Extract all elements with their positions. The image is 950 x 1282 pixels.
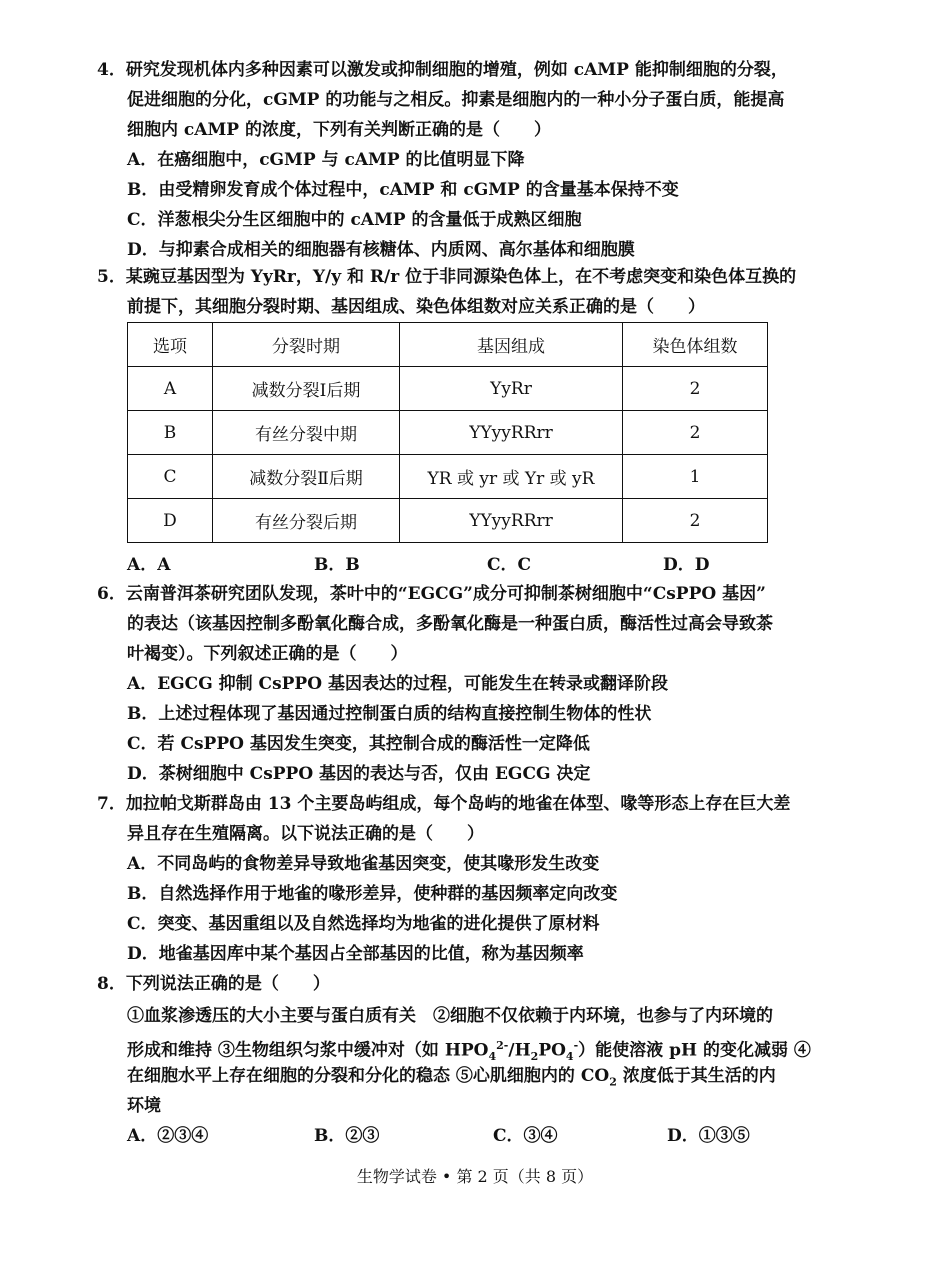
q5-option-a: A．A [127,555,171,575]
q5-table [127,322,768,543]
q6-stem-line-1 [97,579,766,609]
q4-option-b: B．由受精卵发育成个体过程中，cAMP 和 cGMP 的含量基本保持不变 [127,180,679,200]
q5-stem-1: 某豌豆基因型为 YyRr，Y/y 和 R/r 位于非同源染色体上，在不考虑突变和染色体互换的 [125,267,797,287]
q5-option-c: C．C [487,555,532,575]
table-cell: 有丝分裂后期 [213,499,400,543]
table-cell: 2 [623,411,768,455]
q4-stem-2: 促进细胞的分化，cGMP 的功能与之相反。抑素是细胞内的一种小分子蛋白质，能提高 [127,90,785,110]
q8-stem: 下列说法正确的是（ ） [125,974,330,994]
table-cell: C [128,455,213,499]
q8-body-2b: /H [508,1040,531,1061]
q6-stem-1: 云南普洱茶研究团队发现，茶叶中的“EGCG”成分可抑制茶树细胞中“CsPPO 基因” [125,584,766,604]
q8-number: 8． [97,974,126,994]
q8-sub-2: 4 [565,1050,574,1064]
table-cell: 2 [623,367,768,411]
q4-option-d: D．与抑素合成相关的细胞器有核糖体、内质网、高尔基体和细胞膜 [127,240,635,260]
q6-option-d: D．茶树细胞中 CsPPO 基因的表达与否，仅由 EGCG 决定 [127,764,591,784]
table-cell: 减数分裂Ⅱ后期 [213,455,400,499]
table-cell: 有丝分裂中期 [213,411,400,455]
table-cell: A [128,367,213,411]
q6-option-b: B．上述过程体现了基因通过控制蛋白质的结构直接控制生物体的性状 [127,704,652,724]
q8-body-3a: 在细胞水平上存在细胞的分裂和分化的稳态 ⑤心肌细胞内的 CO [127,1066,610,1086]
q5-option-b: B．B [314,555,360,575]
table-cell: YR 或 yr 或 Yr 或 yR [400,455,623,499]
q7-stem-2: 异且存在生殖隔离。以下说法正确的是（ ） [127,824,484,844]
q8-option-a: A．②③④ [127,1126,209,1146]
table-header-cell: 选项 [128,323,213,367]
q7-number: 7． [97,794,126,814]
q5-option-d: D．D [663,555,710,575]
q8-body-2a: 形成和维持 ③生物组织匀浆中缓冲对（如 HPO [127,1040,489,1061]
table-cell: 2 [623,499,768,543]
q8-body-2d: ）能使溶液 pH 的变化减弱 ④ [578,1040,811,1061]
q7-option-a: A．不同岛屿的食物差异导致地雀基因突变，使其喙形发生改变 [127,854,600,874]
q4-stem-line-1 [97,55,788,85]
table-row [128,499,768,543]
q8-sub-1: 2 [530,1050,539,1064]
q8-body-3b: 浓度低于其生活的内 [616,1066,776,1086]
q8-body-3 [127,1061,776,1097]
table-header-row [128,323,768,367]
q7-option-c: C．突变、基因重组以及自然选择均为地雀的进化提供了原材料 [127,914,600,934]
table-cell: YYyyRRrr [400,499,623,543]
q8-option-c: C．③④ [493,1126,558,1146]
q6-number: 6． [97,584,126,604]
q6-stem-3: 叶褐变）。下列叙述正确的是（ ） [127,644,408,664]
q8-sup-2: - [573,1039,579,1052]
q8-sub-co2: 2 [609,1075,617,1089]
q7-option-b: B．自然选择作用于地雀的喙形差异，使种群的基因频率定向改变 [127,884,618,904]
table-cell: B [128,411,213,455]
q8-sub-hpo: 4 [488,1050,497,1064]
q4-option-a: A．在癌细胞中，cGMP 与 cAMP 的比值明显下降 [127,150,525,170]
q6-option-c: C．若 CsPPO 基因发生突变，其控制合成的酶活性一定降低 [127,734,590,754]
q5-number: 5． [97,267,126,287]
table-cell: 减数分裂Ⅰ后期 [213,367,400,411]
q5-stem-line-1 [97,262,796,292]
q8-body-1: ①血浆渗透压的大小主要与蛋白质有关 ②细胞不仅依赖于内环境，也参与了内环境的 [127,1006,773,1026]
q8-option-d: D．①③⑤ [667,1126,750,1146]
table-cell: YYyyRRrr [400,411,623,455]
q8-body-2c: PO [538,1040,566,1061]
q4-stem-3: 细胞内 cAMP 的浓度，下列有关判断正确的是（ ） [127,120,551,140]
q5-stem-2: 前提下，其细胞分裂时期、基因组成、染色体组数对应关系正确的是（ ） [127,297,705,317]
q7-stem-1: 加拉帕戈斯群岛由 13 个主要岛屿组成，每个岛屿的地雀在体型、喙等形态上存在巨大差 [125,794,791,814]
table-header-cell: 分裂时期 [213,323,400,367]
table-cell: D [128,499,213,543]
q8-option-b: B．②③ [314,1126,380,1146]
q7-stem-line-1 [97,789,790,819]
q6-stem-2: 的表达（该基因控制多酚氧化酶合成，多酚氧化酶是一种蛋白质，酶活性过高会导致茶 [127,614,773,634]
q4-stem-1: 研究发现机体内多种因素可以激发或抑制细胞的增殖，例如 cAMP 能抑制细胞的分裂， [125,60,788,80]
q4-option-c: C．洋葱根尖分生区细胞中的 cAMP 的含量低于成熟区细胞 [127,210,582,230]
table-row [128,367,768,411]
q8-stem-line [97,969,330,999]
table-cell: 1 [623,455,768,499]
table-row [128,455,768,499]
table-row [128,411,768,455]
page-footer: 生物学试卷 • 第 2 页（共 8 页） [356,1167,594,1186]
q6-option-a: A．EGCG 抑制 CsPPO 基因表达的过程，可能发生在转录或翻译阶段 [127,674,668,694]
table-cell: YyRr [400,367,623,411]
q4-number: 4． [97,60,126,80]
table-header-cell: 染色体组数 [623,323,768,367]
q8-body-4: 环境 [127,1096,161,1116]
table-header-cell: 基因组成 [400,323,623,367]
q8-sup-1: 2- [496,1039,509,1052]
q7-option-d: D．地雀基因库中某个基因占全部基因的比值，称为基因频率 [127,944,584,964]
